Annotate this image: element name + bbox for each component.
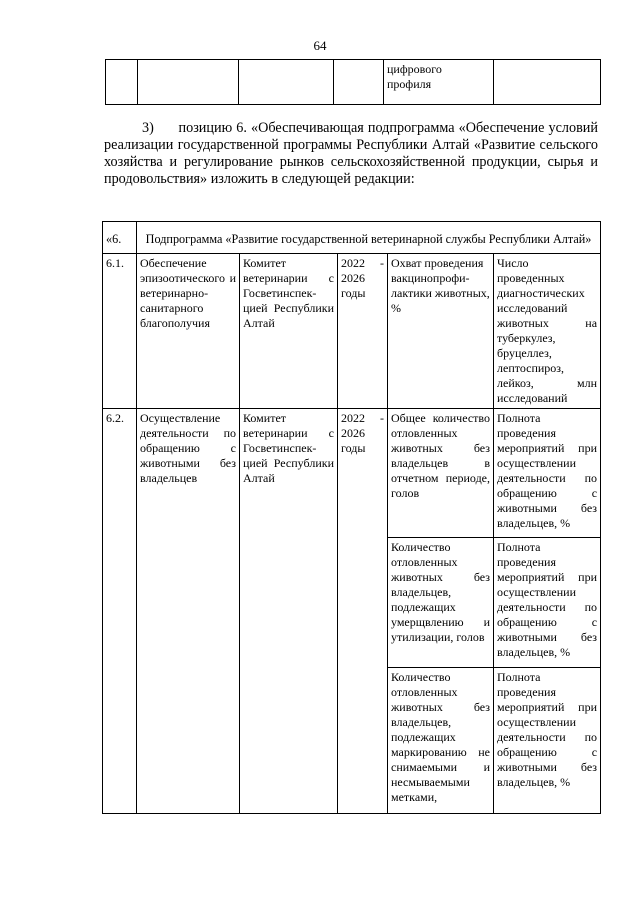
event-name: Обеспечение эпизоотического и ветеринарно-санитарного благополучия xyxy=(137,254,240,409)
amendment-paragraph: 3) позицию 6. «Обеспечивающая подпрограмма «Обеспечение условий реализации государственной программы Республики Алтай «Развитие сельского хозяйства и регулирование рынков сельскохозяйственной продукции, сырья и продовольствия» изложить в следующей редакции: xyxy=(104,120,598,187)
table-row xyxy=(103,409,601,538)
target-indicator: Число проведенных диагностических исследований животных на туберкулез, бруцеллез, лептоспироз, лейкоз, млн исследований xyxy=(494,254,601,409)
page-number: 64 xyxy=(313,38,327,53)
table-cell xyxy=(494,60,601,105)
table-header-row xyxy=(103,222,601,254)
subprogram-number: «6. xyxy=(103,222,137,254)
row-number: 6.2. xyxy=(103,409,137,814)
period: 2022 - 2026 годы xyxy=(338,409,388,814)
subprogram-table xyxy=(102,221,601,814)
indicator: Охват проведения вакцинопрофи-лактики животных, % xyxy=(388,254,494,409)
table-row xyxy=(106,60,601,105)
table-cell xyxy=(106,60,138,105)
continuation-table xyxy=(105,59,601,105)
table-cell xyxy=(239,60,334,105)
event-name: Осуществление деятельности по обращению с животными без владельцев xyxy=(137,409,240,814)
indicator: Количество отловленных животных без владельцев, подлежащих маркированию не снимаемыми и несмываемыми метками, xyxy=(388,668,494,814)
period: 2022 - 2026 годы xyxy=(338,254,388,409)
target-indicator: Полнота проведения мероприятий при осуществлении деятельности по обращению с животными без владельцев, % xyxy=(494,409,601,538)
target-indicator: Полнота проведения мероприятий при осуществлении деятельности по обращению с животными без владельцев, % xyxy=(494,668,601,814)
table-cell xyxy=(334,60,384,105)
executor: Комитет ветеринарии с Госветинспек-цией Республики Алтай xyxy=(240,409,338,814)
executor: Комитет ветеринарии с Госветинспек-цией Республики Алтай xyxy=(240,254,338,409)
subprogram-title: Подпрограмма «Развитие государственной ветеринарной службы Республики Алтай» xyxy=(137,222,601,254)
table-row xyxy=(103,254,601,409)
table-cell: цифрового профиля xyxy=(384,60,494,105)
table-cell xyxy=(138,60,239,105)
indicator: Общее количество отловленных животных без владельцев в отчетном периоде, голов xyxy=(388,409,494,538)
row-number: 6.1. xyxy=(103,254,137,409)
target-indicator: Полнота проведения мероприятий при осуществлении деятельности по обращению с животными без владельцев, % xyxy=(494,538,601,668)
indicator: Количество отловленных животных без владельцев, подлежащих умерщвлению и утилизации, голов xyxy=(388,538,494,668)
